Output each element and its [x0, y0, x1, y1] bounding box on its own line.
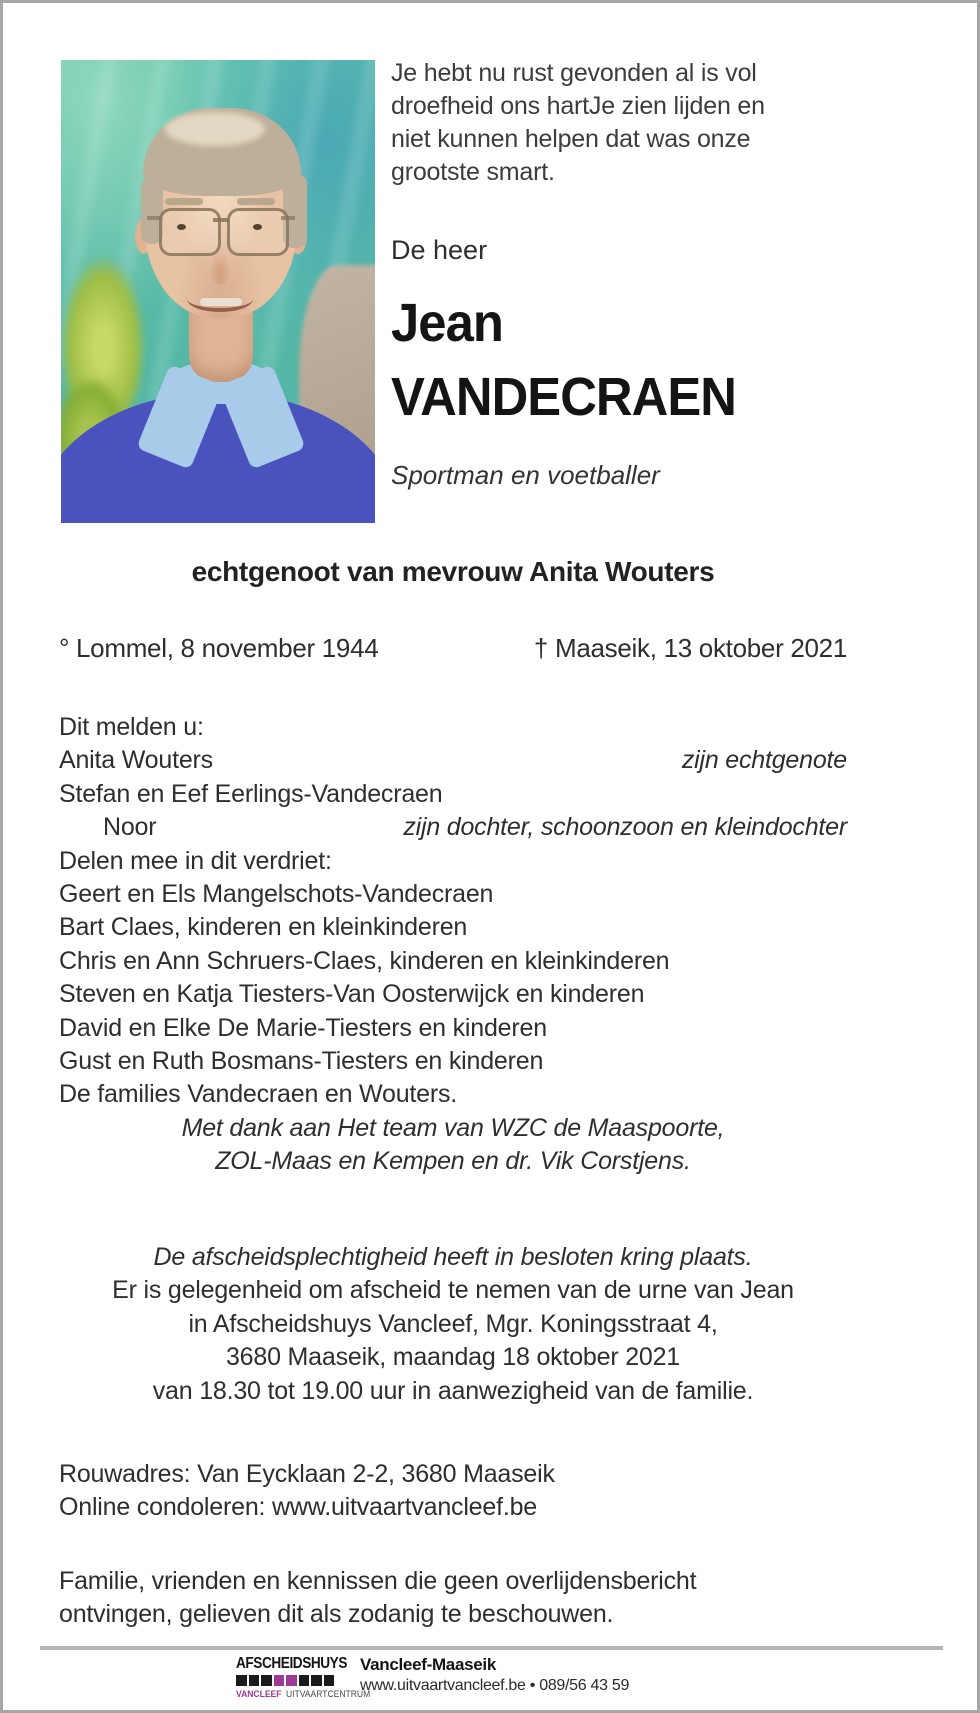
- relative-name: Noor: [103, 813, 157, 842]
- poem-line: niet kunnen helpen dat was onze: [391, 125, 751, 153]
- contact-block: [59, 1458, 847, 1525]
- footer: [236, 1655, 629, 1700]
- logo-square: [274, 1675, 285, 1686]
- first-name: Jean: [391, 293, 503, 353]
- memorial-poem: [391, 57, 947, 189]
- logo-square: [236, 1675, 247, 1686]
- notice-line: Familie, vrienden en kennissen die geen overlijdensbericht: [59, 1567, 697, 1595]
- ceremony-line: in Afscheidshuys Vancleef, Mgr. Koningsstraat 4,: [188, 1309, 718, 1338]
- relative-row: [59, 744, 847, 777]
- glasses-lens-right: [227, 208, 289, 256]
- ceremony-line: 3680 Maaseik, maandag 18 oktober 2021: [225, 1343, 681, 1372]
- birth-date: ° Lommel, 8 november 1944: [59, 633, 379, 663]
- announcement-block: [59, 711, 847, 1179]
- glasses-arm: [147, 216, 161, 220]
- logo-title: AFSCHEIDSHUYS: [236, 1655, 348, 1672]
- relative-row: [59, 811, 847, 844]
- logo-square: [311, 1675, 322, 1686]
- logo-square: [324, 1675, 335, 1686]
- deceased-name: [391, 286, 914, 434]
- notice-line: ontvingen, gelieven dit als zodanig te beschouwen.: [59, 1600, 614, 1629]
- logo-square: [261, 1675, 272, 1686]
- notice-block: [59, 1565, 847, 1632]
- funeral-home-logo: [236, 1655, 371, 1700]
- eyebrow: [237, 198, 275, 205]
- logo-bottom-row: [236, 1688, 371, 1700]
- family-line: De families Vandecraen en Wouters.: [59, 1080, 458, 1109]
- funeral-home-name: Vancleef-Maaseik: [360, 1655, 497, 1674]
- relative-role: zijn echtgenote: [681, 746, 847, 775]
- ceremony-line: Er is gelegenheid om afscheid te nemen van de urne van Jean: [112, 1276, 794, 1305]
- header-column: [391, 57, 947, 491]
- announcement-intro: Dit melden u:: [59, 713, 204, 741]
- logo-vancleef-label: VANCLEEF: [236, 1688, 282, 1700]
- logo-squares: [236, 1675, 346, 1686]
- hair-highlight: [165, 112, 265, 146]
- online-condolence: Online condoleren: www.uitvaartvancleef.be: [59, 1493, 537, 1522]
- relative-row: [59, 778, 847, 811]
- death-date: † Maaseik, 13 oktober 2021: [533, 633, 847, 663]
- spouse-line: echtgenoot van mevrouw Anita Wouters: [191, 556, 715, 587]
- logo-uitvaartcentrum-label: UITVAARTCENTRUM: [285, 1688, 371, 1700]
- funeral-home-contact: www.uitvaartvancleef.be • 089/56 43 59: [360, 1677, 630, 1694]
- glasses-arm: [281, 216, 295, 220]
- logo-square: [249, 1675, 260, 1686]
- family-line: Steven en Katja Tiesters-Van Oosterwijck en kinderen: [59, 980, 645, 1009]
- logo-square: [299, 1675, 310, 1686]
- footer-divider: [40, 1646, 943, 1650]
- poem-line: grootste smart.: [391, 158, 555, 186]
- eye: [177, 224, 186, 230]
- glasses-lens-left: [159, 208, 221, 256]
- eye: [253, 224, 262, 230]
- smile: [187, 286, 253, 312]
- mourning-address: Rouwadres: Van Eycklaan 2-2, 3680 Maaseik: [59, 1460, 555, 1488]
- family-line: Gust en Ruth Bosmans-Tiesters en kinderen: [59, 1047, 544, 1076]
- glasses-bridge: [213, 218, 229, 222]
- poem-line: droefheid ons hartJe zien lijden en: [391, 92, 765, 120]
- ceremony-line: van 18.30 tot 19.00 uur in aanwezigheid van de familie.: [152, 1376, 754, 1405]
- relative-name: Stefan en Eef Eerlings-Vandecraen: [59, 779, 443, 808]
- deceased-subtitle: Sportman en voetballer: [391, 460, 660, 490]
- last-name: VANDECRAEN: [391, 367, 737, 427]
- portrait-photo: [61, 60, 375, 523]
- relative-role: zijn dochter, schoonzoon en kleindochter: [403, 813, 847, 842]
- nose: [209, 250, 231, 284]
- thanks-line: Met dank aan Het team van WZC de Maaspoorte,: [181, 1113, 725, 1142]
- life-dates: [59, 633, 847, 664]
- salutation: De heer: [391, 235, 488, 265]
- poem-line: Je hebt nu rust gevonden al is vol: [391, 59, 757, 87]
- family-line: David en Elke De Marie-Tiesters en kinderen: [59, 1013, 547, 1042]
- eyebrow: [165, 198, 203, 205]
- funeral-home-details: [360, 1655, 629, 1695]
- family-line: Geert en Els Mangelschots-Vandecraen: [59, 880, 494, 909]
- logo-square: [286, 1675, 297, 1686]
- ceremony-block: [59, 1241, 847, 1408]
- grief-intro: Delen mee in dit verdriet:: [59, 846, 332, 875]
- family-line: Chris en Ann Schruers-Claes, kinderen en kleinkinderen: [59, 946, 670, 975]
- relative-name: Anita Wouters: [59, 746, 213, 775]
- private-ceremony-line: De afscheidsplechtigheid heeft in besloten kring plaats.: [153, 1243, 753, 1271]
- family-line: Bart Claes, kinderen en kleinkinderen: [59, 913, 468, 942]
- thanks-line: ZOL-Maas en Kempen en dr. Vik Corstjens.: [215, 1147, 691, 1176]
